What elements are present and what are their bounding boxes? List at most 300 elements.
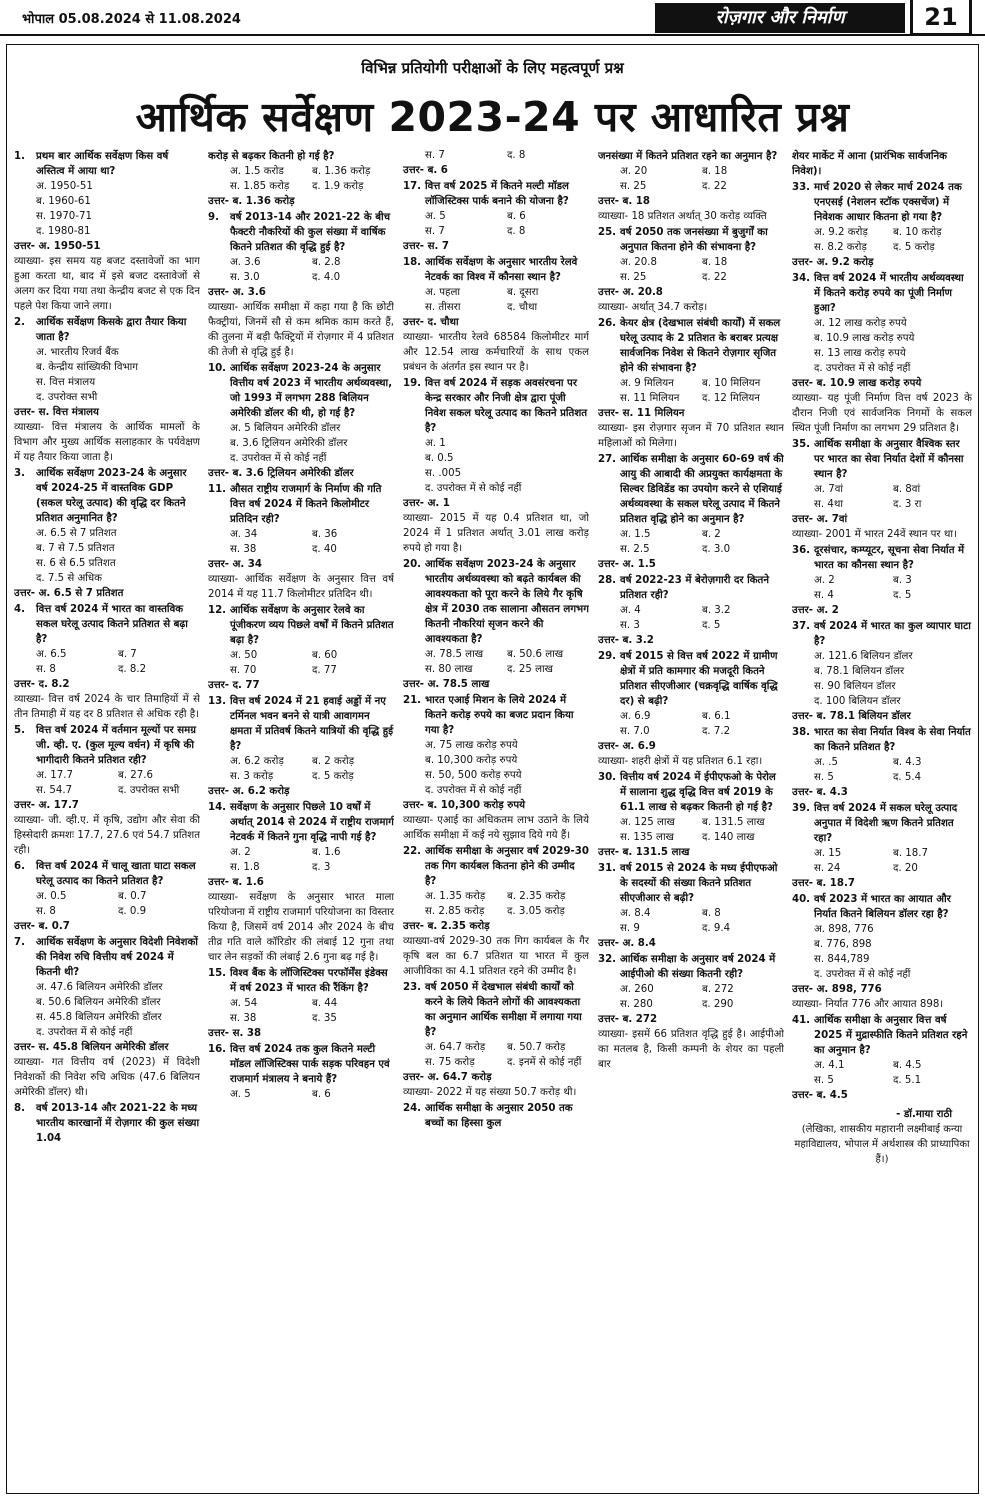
question-continuation: जनसंख्या में कितने प्रतिशत रहने का अनुमान है? [598, 151, 778, 162]
question-text: वर्ष 2022-23 में बेरोज़गारी दर कितने प्रतिशत रही? [620, 575, 769, 601]
option: अ. 75 लाख करोड़ रुपये [425, 740, 518, 751]
option: ब. 2 करोड़ [312, 756, 355, 767]
option: स. .005 [425, 468, 462, 479]
options-row [14, 889, 200, 904]
option: स. 844,789 [814, 954, 870, 965]
options-row [792, 846, 972, 861]
question-number: 27. [598, 454, 617, 465]
question [403, 179, 589, 209]
option: द. 8 [507, 150, 526, 161]
answer: उत्तर- अ. 8.4 [598, 938, 656, 949]
option: अ. 1 [425, 438, 446, 449]
option: ब. 50.7 करोड़ [507, 1042, 566, 1053]
question [598, 861, 784, 906]
question-text: सर्वेक्षण के अनुसार पिछले 10 वर्षों में अर्थात् 2014 से 2024 में राष्ट्रीय राजमार्ग नेटवर्क में कितने गुना वृद्धि नापी गई है? [230, 802, 394, 843]
options-row [14, 224, 200, 239]
options-row [403, 285, 589, 300]
question-text: आर्थिक सर्वेक्षण के अनुसार भारतीय रेलवे नेटवर्क का विश्व में कौनसा स्थान है? [425, 257, 578, 283]
options-row [403, 753, 589, 768]
option: ब. केन्द्रीय सांख्यिकी विभाग [36, 362, 139, 373]
question-number: 14. [208, 802, 227, 813]
answer: उत्तर- अ. 1.5 [598, 559, 656, 570]
option: अ. 6.2 करोड़ [230, 756, 284, 767]
option: द. उपरोक्त में से कोई नहीं [814, 969, 911, 980]
question [598, 316, 784, 376]
option: ब. 44 [312, 998, 338, 1009]
question-text: विश्व बैंक के लॉजिस्टिक्स परफॉर्मेंस इंडेक्स में वर्ष 2023 में भारत की रैंकिंग है? [230, 968, 388, 994]
answer: उत्तर- ब. 78.1 बिलियन डॉलर [792, 711, 911, 722]
option: अ. 1.5 [620, 529, 651, 540]
option: ब. 7 [118, 649, 137, 660]
option: अ. 12 लाख करोड़ रुपये [814, 318, 907, 329]
answer: उत्तर- अ. 7वां [792, 514, 848, 525]
option: ब. 36 [312, 529, 338, 540]
question-text: केयर क्षेत्र (देखभाल संबंधी कार्यों) में सकल घरेलू उत्पाद के 2 प्रतिशत के बराबर प्रत्यक्ष सार्वजनिक निवेश से कितने रोज़गार सृजित होने की संभावना है? [620, 318, 781, 374]
option: द. उपरोक्त सभी [36, 392, 98, 403]
explanation: व्याख्या- शहरी क्षेत्रों में यह प्रतिशत 6.1 रहा। [598, 756, 763, 767]
option: द. 3.0 [702, 544, 731, 555]
explanation: व्याख्या- एआई का अधिकतम लाभ उठाने के लिये आर्थिक समीक्षा में कई नये सुझाव दिये गये हैं। [403, 815, 589, 841]
options-row [208, 179, 394, 194]
option: द. उपरोक्त में से कोई नहीं [425, 785, 522, 796]
question-number: 36. [792, 545, 811, 556]
options-row [14, 541, 200, 556]
question [14, 315, 200, 345]
options-row [792, 770, 972, 785]
options-row [598, 709, 784, 724]
option: स. 25 [620, 181, 647, 192]
option: स. 5 [814, 772, 834, 783]
options-row [208, 860, 394, 875]
answer: उत्तर- अ. 3.6 [208, 287, 266, 298]
option: स. 80 लाख [425, 664, 473, 675]
question-text: आर्थिक समीक्षा के अनुसार वर्ष 2029-30 तक गिग कार्यबल कितना होने की उम्मीद है? [425, 846, 589, 887]
answer: उत्तर- ब. 18.7 [792, 878, 855, 889]
options-row [792, 922, 972, 937]
question-number: 8. [14, 1103, 25, 1114]
question-number: 25. [598, 227, 617, 238]
option: अ. 34 [230, 529, 258, 540]
options-row [598, 997, 784, 1012]
question [403, 693, 589, 738]
options-row [403, 768, 589, 783]
option: द. 12 मिलियन [702, 393, 760, 404]
option: ब. 6.1 [702, 711, 731, 722]
question-number: 2. [14, 317, 25, 328]
option: ब. 6 [507, 211, 526, 222]
options-row [403, 466, 589, 481]
option: स. 7 [425, 226, 445, 237]
option: अ. 1.5 करोड [230, 166, 284, 177]
question [598, 452, 784, 527]
options-row [792, 331, 972, 346]
option: ब. 3.6 ट्रिलियन अमेरिकी डॉलर [230, 438, 348, 449]
option: द. 5 करोड़ [893, 242, 935, 253]
option: स. 8 [36, 906, 56, 917]
option: द. 8.2 [118, 664, 147, 675]
option: द. उपरोक्त में से कोई नहीं [230, 453, 327, 464]
option: अ. 8.4 [620, 908, 651, 919]
answer: उत्तर- अ. 78.5 लाख [403, 679, 490, 690]
answer: उत्तर- अ. 898, 776 [792, 984, 882, 995]
question-text: आर्थिक सर्वेक्षण किसके द्वारा तैयार किया जाता है? [36, 317, 187, 343]
option: स. 1.8 [230, 862, 260, 873]
question [403, 557, 589, 647]
explanation: व्याख्या- वित्त वर्ष 2024 के चार तिमाहियों में से तीन तिमाही में यह दर 8 प्रतिशत से अधिक रही है। [14, 694, 200, 720]
options-row [792, 755, 972, 770]
options-row [208, 996, 394, 1011]
option: ब. 18.7 [893, 848, 928, 859]
sub-heading: विभिन्न प्रतियोगी परीक्षाओं के लिए महत्वपूर्ण प्रश्न [361, 59, 624, 77]
option: स. 280 [620, 999, 653, 1010]
explanation: व्याख्या- 2001 में भारत 24वें स्थान पर था। [792, 529, 957, 540]
option: अ. 64.7 करोड़ [425, 1042, 486, 1053]
option: अ. 50 [230, 650, 258, 661]
options-row [598, 179, 784, 194]
question [792, 543, 972, 573]
question [208, 603, 394, 648]
explanation: व्याख्या- इस समय यह बजट दस्तावेजों का भाग हुआ करता था, बाद में इसे बजट दस्तावेजों से अलग कर दिया गया तथा केन्द्रीय बजट से एक दिन पहले पेश किया जाने लगा। [14, 256, 200, 312]
explanation: व्याख्या- 18 प्रतिशत अर्थात् 30 करोड़ व्यक्ति [598, 211, 767, 222]
options-row [403, 436, 589, 451]
option: द. उपरोक्त में से कोई नहीं [36, 1027, 133, 1038]
question [14, 149, 200, 179]
question-text: वित्त वर्ष 2024 में भारतीय अर्थव्यवस्था में कितने करोड़ रुपये का पूंजी निर्माण हुआ? [814, 273, 964, 314]
answer: उत्तर- स. वित्त मंत्रालय [14, 407, 99, 418]
options-row [208, 1087, 394, 1102]
option: अ. 125 लाख [620, 817, 675, 828]
options-row [792, 225, 972, 240]
option: ब. 3 [893, 575, 912, 586]
answer: उत्तर- ब. 18 [598, 196, 650, 207]
option: स. तीसरा [425, 302, 461, 313]
options-row [14, 1025, 200, 1040]
question-number: 18. [403, 257, 422, 268]
question-number: 33. [792, 182, 811, 193]
question [208, 210, 394, 255]
question-text: मार्च 2020 से लेकर मार्च 2024 तक एनएसई (नेशलन स्टॉक एक्सचेंज) में निवेशक आधार कितना हो गया है? [814, 182, 962, 223]
options-row [208, 421, 394, 436]
options-row [792, 664, 972, 679]
options-row [403, 889, 589, 904]
option: अ. 5 [425, 211, 446, 222]
explanation: व्याख्या-वर्ष 2029-30 तक गिग कार्यबल के गैर कृषि बल का 6.7 प्रतिशत या भारत में कुल आजीविका का 4.1 प्रतिशत रहने की उम्मीद है। [403, 936, 589, 977]
question-number: 17. [403, 181, 422, 192]
question-text: वित्त वर्ष 2024 में सड़क अवसंरचना पर केन्द्र सरकार और निजी क्षेत्र द्वारा पूंजी निवेश सकल घरेलू उत्पाद का कितने प्रतिशत है? [425, 378, 588, 434]
answer: उत्तर- अ. 6.9 [598, 741, 656, 752]
option: स. 3.0 [230, 272, 260, 283]
answer: उत्तर- अ. 1950-51 [14, 241, 101, 252]
question-number: 35. [792, 439, 811, 450]
answer: उत्तर- ब. 1.6 [208, 877, 264, 888]
question-text: वित्तीय वर्ष 2024 में ईपीएफओ के पेरोल में सालाना शुद्ध वृद्धि वित्त वर्ष 2019 के 61.1 लाख से बढ़कर कितनी हो गई है? [620, 772, 776, 813]
options-row [403, 738, 589, 753]
answer: उत्तर- ब. 4.5 [792, 1090, 848, 1101]
options-row [208, 542, 394, 557]
question [14, 935, 200, 980]
options-row [14, 571, 200, 586]
options-row [208, 648, 394, 663]
option: द. 5.1 [893, 1075, 922, 1086]
question-number: 22. [403, 846, 422, 857]
answer: उत्तर- ब. 10.9 लाख करोड़ रुपये [792, 378, 922, 389]
options-row [403, 647, 589, 662]
options-row [14, 647, 200, 662]
explanation: व्याख्या- भारतीय रेलवे 68584 किलोमीटर मार्ग और 12.54 लाख कर्मचारियों के साथ एकल प्रबंधन के अंतर्गत इस स्थान पर है। [403, 332, 589, 373]
answer: उत्तर- अ. 17.7 [14, 800, 79, 811]
explanation: व्याख्या- इस रोज़गार सृजन में 70 प्रतिशत स्थान महिलाओं को मिलेगा। [598, 423, 784, 449]
question-number: 15. [208, 968, 227, 979]
question [208, 1042, 394, 1087]
author-signature: - डॉ.माया राठी [896, 1109, 952, 1120]
option: अ. भारतीय रिजर्व बैंक [36, 347, 119, 358]
option: ब. 10 मिलियन [702, 378, 761, 389]
option: द. 3.05 करोड़ [507, 906, 565, 917]
answer: उत्तर- ब. 3.2 [598, 635, 654, 646]
question-number: 30. [598, 772, 617, 783]
option: अ. 898, 776 [814, 924, 874, 935]
question-text: वित्त वर्ष 2024 में चालू खाता घाटा सकल घरेलू उत्पाद का कितने प्रतिशत है? [36, 861, 196, 887]
options-row [792, 588, 972, 603]
explanation: व्याख्या- आर्थिक समीक्षा में कहा गया है कि छोटी फैक्ट्रीयां, जिनमें सौ से कम श्रमिक काम करते हैं, की तुलना में बड़ी फैक्ट्रियों में रोज़गार में 4 प्रतिशत की तेजी से वृद्धि हुई है। [208, 302, 394, 358]
answer: उत्तर- स. 45.8 बिलियन अमेरिकी डॉलर [14, 1042, 169, 1053]
options-row [403, 481, 589, 496]
options-row [403, 904, 589, 919]
option: द. 140 लाख [702, 832, 755, 843]
question-number: 3. [14, 468, 25, 479]
issue-date: भोपाल 05.08.2024 से 11.08.2024 [22, 12, 241, 27]
question-number: 28. [598, 575, 617, 586]
option: ब. 0.5 [425, 453, 454, 464]
option: अ. 6.5 [36, 649, 67, 660]
options-row [14, 980, 200, 995]
option: ब. 10 करोड़ [893, 227, 942, 238]
options-row [792, 967, 972, 982]
question [208, 482, 394, 527]
question-number: 37. [792, 621, 811, 632]
options-row [14, 783, 200, 798]
option: ब. दूसरा [507, 287, 539, 298]
question-text: आर्थिक सर्वेक्षण के अनुसार रेलवे का पूंजीकरण व्यय पिछले वर्षों में कितने प्रतिशत बढ़ा है? [230, 605, 394, 646]
option: ब. 50.6 लाख [507, 649, 564, 660]
options-row [598, 724, 784, 739]
option: ब. 10.9 लाख करोड़ रुपये [814, 333, 915, 344]
options-row [14, 179, 200, 194]
question-text: भारत एआई मिशन के लिये 2024 में कितने करोड़ रुपये का बजट प्रदान किया गया है? [425, 695, 574, 736]
options-row [792, 649, 972, 664]
question-number: 21. [403, 695, 422, 706]
explanation: व्याख्या- सर्वेक्षण के अनुसार भारत माला परियोजना में राष्ट्रीय राजमार्ग परियोजना का विस्तार किया है, जिसमें वर्ष 2014 और 2024 के बीच तीव्र गति वाले कॉरिडोर की लंबाई 12 गुना तथा चार लेन सड़कों की लंबाई 2.6 गुना बढ़ गई है। [208, 892, 394, 963]
explanation: व्याख्या- वित्त मंत्रालय के आर्थिक मामलों के विभाग और मुख्य आर्थिक सलाहकार के पर्यवेक्षण में यह तैयार किया जाता है। [14, 422, 200, 463]
question [598, 952, 784, 982]
page-header [0, 0, 985, 36]
option: स. 1.85 करोड़ [230, 181, 290, 192]
options-row [792, 497, 972, 512]
author-affiliation: (लेखिका, शासकीय महारानी लक्ष्मीबाई कन्या महाविद्यालय, भोपाल में अर्थशास्त्र की प्राध्यापिका हैं।) [794, 1124, 970, 1165]
answer: उत्तर- स. 38 [208, 1028, 262, 1039]
option: अ. 9.2 करोड़ [814, 227, 868, 238]
explanation: व्याख्या- निर्यात 776 और आयात 898। [792, 999, 944, 1010]
question-text: आर्थिक समीक्षा के अनुसार वित्त वर्ष 2025 में मुद्रास्फीति कितने प्रतिशत रहने का अनुमान है? [814, 1015, 968, 1056]
options-row [792, 240, 972, 255]
options-row [14, 345, 200, 360]
option: अ. 5 बिलियन अमेरिकी डॉलर [230, 423, 341, 434]
option: ब. 27.6 [118, 770, 153, 781]
question-number: 20. [403, 559, 422, 570]
options-row [792, 861, 972, 876]
question-number: 41. [792, 1015, 811, 1026]
question-number: 31. [598, 863, 617, 874]
options-row [598, 270, 784, 285]
options-row [14, 904, 200, 919]
option: ब. 1960-61 [36, 196, 91, 207]
question-continuation: करोड़ से बढ़कर कितनी हो गई है? [208, 151, 335, 162]
option: अ. 17.7 [36, 770, 73, 781]
answer: उत्तर- अ. 1 [403, 498, 450, 509]
question [792, 801, 972, 846]
option: अ. 7वां [814, 484, 844, 495]
question-number: 38. [792, 727, 811, 738]
option: द. 35 [312, 1013, 337, 1024]
question-number: 1. [14, 151, 25, 162]
options-row [598, 618, 784, 633]
question-number: 32. [598, 954, 617, 965]
question-number: 16. [208, 1044, 227, 1055]
option: ब. 10,300 करोड़ रुपये [425, 755, 518, 766]
option: अ. 2 [814, 575, 835, 586]
question-text: औसत राष्ट्रीय राजमार्ग के निर्माण की गति वित्त वर्ष 2024 में कितने किलोमीटर प्रतिदिन रही? [230, 484, 382, 525]
option: अ. 4.1 [814, 1060, 845, 1071]
question-number: 6. [14, 861, 25, 872]
option: द. 22 [702, 181, 727, 192]
option: स. 2.85 करोड़ [425, 906, 485, 917]
option: ब. 18 [702, 166, 728, 177]
question [403, 1101, 589, 1131]
question [598, 649, 784, 709]
question-number: 40. [792, 894, 811, 905]
option: ब. 1.36 करोड़ [312, 166, 371, 177]
question-text: आर्थिक समीक्षा के अनुसार वैश्विक स्तर पर भारत का सेवा निर्यात देशों में कौनसा स्थान है? [814, 439, 964, 480]
option: अ. 1950-51 [36, 181, 93, 192]
option: द. 1980-81 [36, 226, 91, 237]
option: स. 1970-71 [36, 211, 92, 222]
option: स. 2.5 [620, 544, 650, 555]
explanation: व्याख्या- आर्थिक सर्वेक्षण के अनुसार वित्त वर्ष 2014 में यह 11.7 किलोमीटर प्रतिदिन थी। [208, 574, 394, 600]
question [14, 723, 200, 768]
option: ब. 131.5 लाख [702, 817, 765, 828]
question-text: वित्त वर्ष 2024 में भारत का वास्तविक सकल घरेलू उत्पाद कितने प्रतिशत से बढ़ा है? [36, 604, 188, 645]
question-text: वर्ष 2050 में देखभाल संबंधी कार्यों को करने के लिये कितने लोगों की आवश्यकता का अनुमान आर्थिक समीक्षा में लगाया गया है? [425, 982, 582, 1038]
question-number: 11. [208, 484, 227, 495]
option: अ. 54 [230, 998, 258, 1009]
options-row [598, 527, 784, 542]
options-row [208, 1011, 394, 1026]
option: द. 25 लाख [507, 664, 553, 675]
question [403, 980, 589, 1040]
option: द. 22 [702, 272, 727, 283]
question-text: वर्ष 2013-14 और 2021-22 के मध्य भारतीय कारखानों में रोज़गार की कुल संख्या 1.04 [36, 1103, 200, 1144]
options-row [403, 783, 589, 798]
option: स. 6 से 6.5 प्रतिशत [36, 558, 116, 569]
options-row [792, 937, 972, 952]
options-row [403, 209, 589, 224]
options-row [598, 982, 784, 997]
explanation: व्याख्या- यह पूंजी निर्माण वित्त वर्ष 2023 के दौरान निजी एवं सार्वजनिक निगमों के सकल स्थित पूंजी निर्माण का लगभग 29 प्रतिशत है। [792, 393, 972, 434]
option: ब. 60 [312, 650, 338, 661]
question [14, 602, 200, 647]
answer: उत्तर- ब. 272 [598, 1014, 658, 1025]
question-number: 7. [14, 937, 25, 948]
question-number: 12. [208, 605, 227, 616]
option: स. 13 लाख करोड़ रुपये [814, 348, 906, 359]
options-row [14, 390, 200, 405]
option: ब. 1.6 [312, 847, 341, 858]
question [598, 573, 784, 603]
question-number: 29. [598, 651, 617, 662]
option: अ. 6.5 से 7 प्रतिशत [36, 528, 117, 539]
question [403, 255, 589, 285]
option: द. उपरोक्त में से कोई नहीं [425, 483, 522, 494]
option: स. 8.2 करोड़ [814, 242, 867, 253]
explanation: व्याख्या- 2015 में यह 0.4 प्रतिशत था, जो 2024 में 1 प्रतिशत अर्थात् 3.01 लाख करोड़ रुपये हो गया है। [403, 513, 589, 554]
option: स. 25 [620, 272, 647, 283]
option: ब. 6 [312, 1089, 331, 1100]
option: अ. 4 [620, 605, 641, 616]
option: स. 50, 500 करोड़ रुपये [425, 770, 522, 781]
option: द. 5 करोड़ [312, 771, 354, 782]
option: अ. 0.5 [36, 891, 67, 902]
options-row [14, 526, 200, 541]
question [14, 1101, 200, 1146]
column-5 [792, 148, 972, 1490]
option: ब. 50.6 बिलियन अमेरिकी डॉलर [36, 997, 161, 1008]
answer: उत्तर- अ. 34 [208, 559, 262, 570]
question-number: 5. [14, 725, 25, 736]
options-row [403, 1040, 589, 1055]
question-text: वर्ष 2023 में भारत का आयात और निर्यात कितने बिलियन डॉलर रहा है? [814, 894, 951, 920]
question [792, 619, 972, 649]
options-row [14, 194, 200, 209]
question-number: 26. [598, 318, 617, 329]
option: द. 77 [312, 665, 337, 676]
options-row [792, 482, 972, 497]
answer: उत्तर- ब. 131.5 लाख [598, 847, 690, 858]
option: स. 7 [425, 150, 445, 161]
option: द. 8 [507, 226, 526, 237]
option: स. 4 [814, 590, 834, 601]
question-number: 24. [403, 1103, 422, 1114]
option: द. 100 बिलियन डॉलर [814, 696, 901, 707]
options-row [14, 375, 200, 390]
option: अ. 9 मिलियन [620, 378, 674, 389]
column-1 [14, 148, 200, 1490]
question-text: वित्त वर्ष 2025 में कितने मल्टी मॉडल लॉजिस्टिक्स पार्क बनाने की योजना है? [425, 181, 569, 207]
question [792, 271, 972, 316]
masthead: रोज़गार और निर्माण [655, 3, 905, 33]
question-number: 13. [208, 696, 227, 707]
option: ब. 7 से 7.5 प्रतिशत [36, 543, 115, 554]
options-row [208, 270, 394, 285]
options-row [792, 694, 972, 709]
question [792, 437, 972, 482]
option: स. 4था [814, 499, 843, 510]
option: ब. 272 [702, 984, 734, 995]
question-text: वित्त वर्ष 2024 में वर्तमान मूल्यों पर समग्र जी. व्ही. ए. (कुल मूल्य वर्धन) में कृषि की भागीदारी कितने प्रतिशत रही? [36, 725, 196, 766]
answer: उत्तर- अ. 6.5 से 7 प्रतिशत [14, 588, 124, 599]
option: अ. पहला [425, 287, 461, 298]
option: स. 11 मिलियन [620, 393, 680, 404]
question-text: प्रथम बार आर्थिक सर्वेक्षण किस वर्ष अस्तित्व में आया था? [36, 151, 169, 177]
